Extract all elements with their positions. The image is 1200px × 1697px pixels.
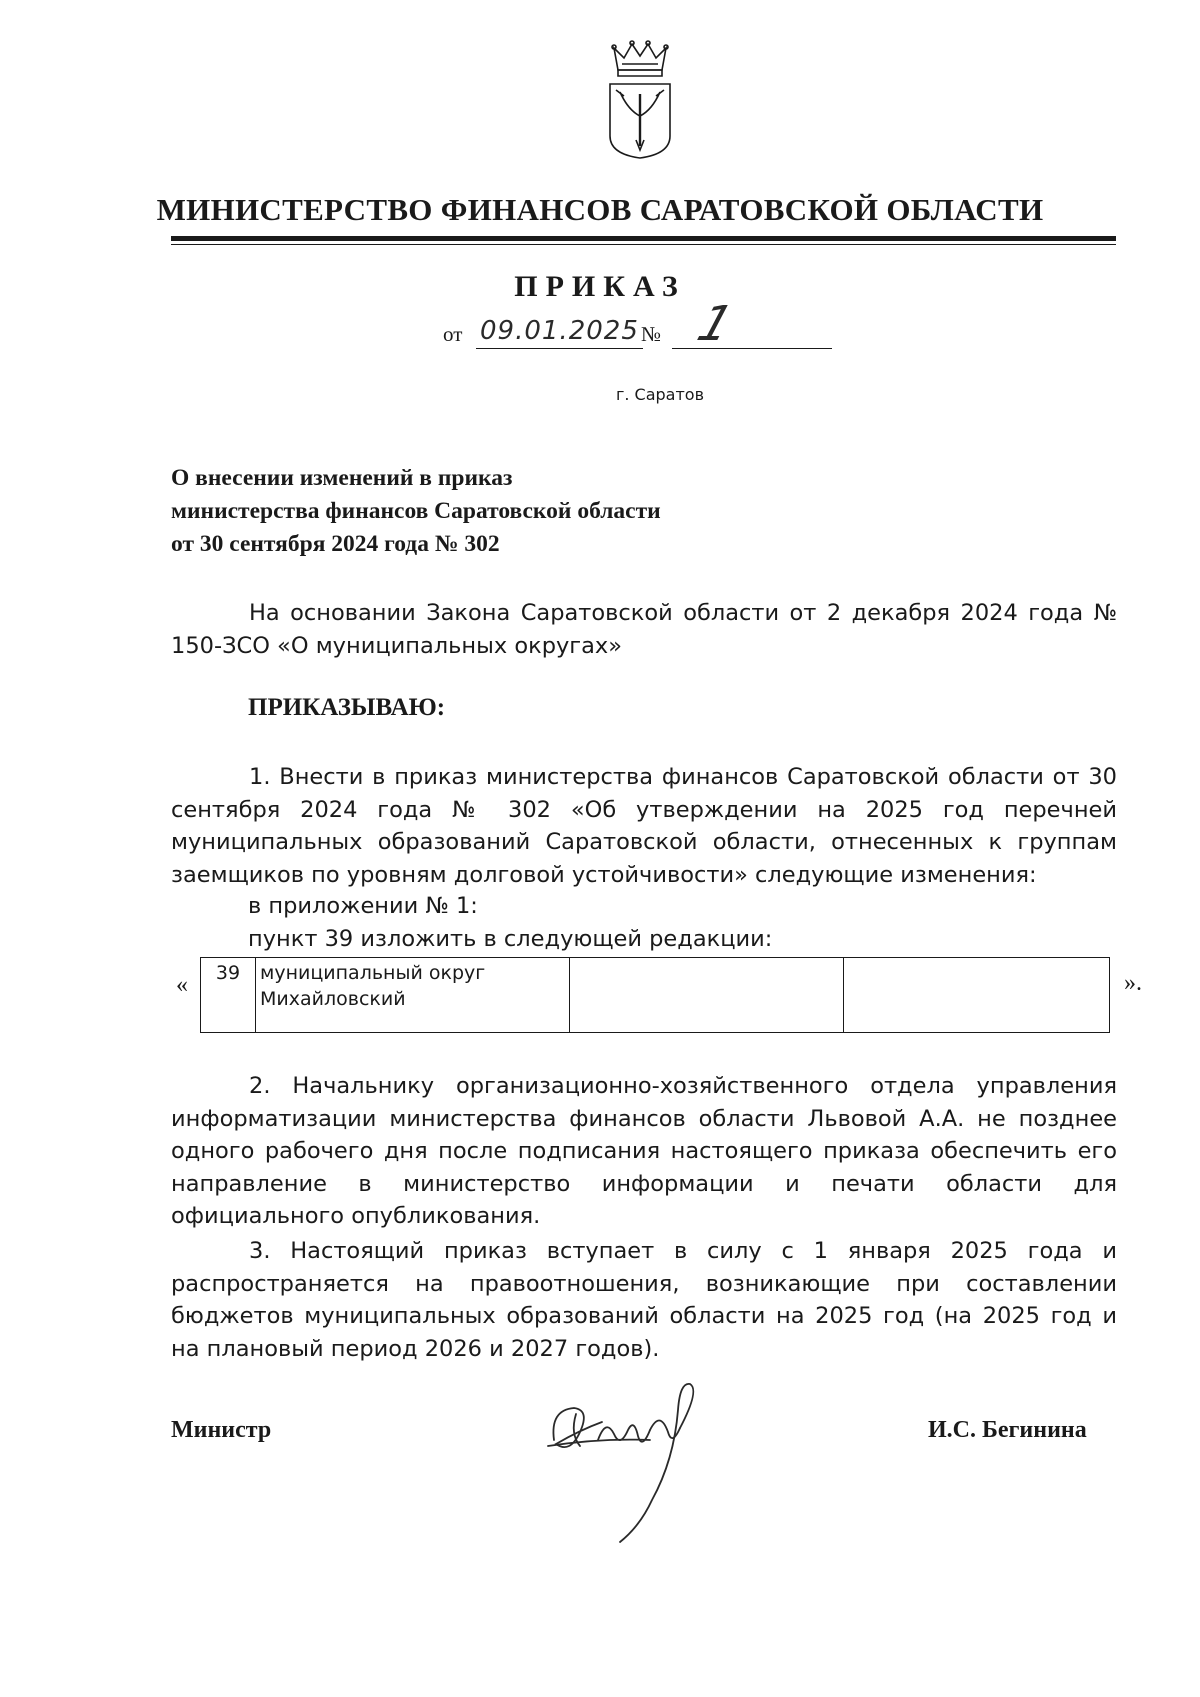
- subject-line-3: от 30 сентября 2024 года № 302: [171, 531, 500, 557]
- order-title: ПРИКАЗ: [514, 270, 686, 303]
- signatory-name: И.С. Бегинина: [928, 1417, 1087, 1443]
- subject-line-2: министерства финансов Саратовской области: [171, 498, 661, 524]
- item-2-paragraph: 2. Начальнику организационно-хозяйственного отдела управления информатизации министерства финансов области Львовой А.А. не позднее одного рабочего дня после подписания настоящего приказа обеспечить его направление в министерство информации и печати области для официального опубликования.: [171, 1073, 1117, 1229]
- table-cell-name-line-1: муниципальный округ: [260, 962, 486, 984]
- table-close-quote: ».: [1124, 970, 1142, 996]
- item-1-sub-1: в приложении № 1:: [248, 893, 478, 919]
- date-prefix: от: [443, 322, 463, 346]
- subject-line-1: О внесении изменений в приказ: [171, 465, 513, 491]
- city: г. Саратов: [615, 385, 705, 404]
- order-date: 09.01.2025: [480, 316, 639, 346]
- handwritten-signature-icon: [540, 1370, 730, 1550]
- command-heading: ПРИКАЗЫВАЮ:: [248, 694, 446, 721]
- header-rule-thin: [171, 244, 1116, 245]
- item-3-paragraph: 3. Настоящий приказ вступает в силу с 1 января 2025 года и распространяется на правоотношения, возникающие при составлении бюджетов муниципальных образований области на 2025 год (на 2025 год и на плановый период 2026 и 2027 годов).: [171, 1238, 1117, 1362]
- basis-paragraph: На основании Закона Саратовской области от 2 декабря 2024 года № 150-ЗСО «О муниципальных округах»: [171, 600, 1117, 659]
- order-number: 1: [690, 296, 740, 352]
- ministry-name: МИНИСТЕРСТВО ФИНАНСОВ САРАТОВСКОЙ ОБЛАСТИ: [156, 192, 1044, 227]
- signatory-position: Министр: [171, 1417, 272, 1443]
- saratov-coat-of-arms-icon: [600, 40, 680, 160]
- number-label: №: [641, 322, 662, 346]
- table-cell-number: 39: [201, 958, 256, 1033]
- table-cell-name: [256, 958, 570, 1033]
- amendment-table: [200, 957, 1110, 1033]
- table-cell-col-4: [844, 958, 1110, 1033]
- item-1-sub-2: пункт 39 изложить в следующей редакции:: [248, 926, 773, 952]
- table-open-quote: «: [176, 972, 188, 998]
- date-underline: [476, 348, 643, 349]
- table-cell-name-line-2: Михайловский: [260, 988, 406, 1010]
- order-subject: [171, 462, 871, 561]
- item-1-paragraph: 1. Внести в приказ министерства финансов Саратовской области от 30 сентября 2024 года № 302 «Об утверждении на 2025 год перечней муниципальных образований Саратовской области, отнесенных к группам заемщиков по уровням долговой устойчивости» следующие изменения:: [171, 764, 1117, 888]
- table-row: [201, 958, 1110, 1033]
- table-cell-col-3: [570, 958, 844, 1033]
- header-rule-thick: [171, 236, 1116, 241]
